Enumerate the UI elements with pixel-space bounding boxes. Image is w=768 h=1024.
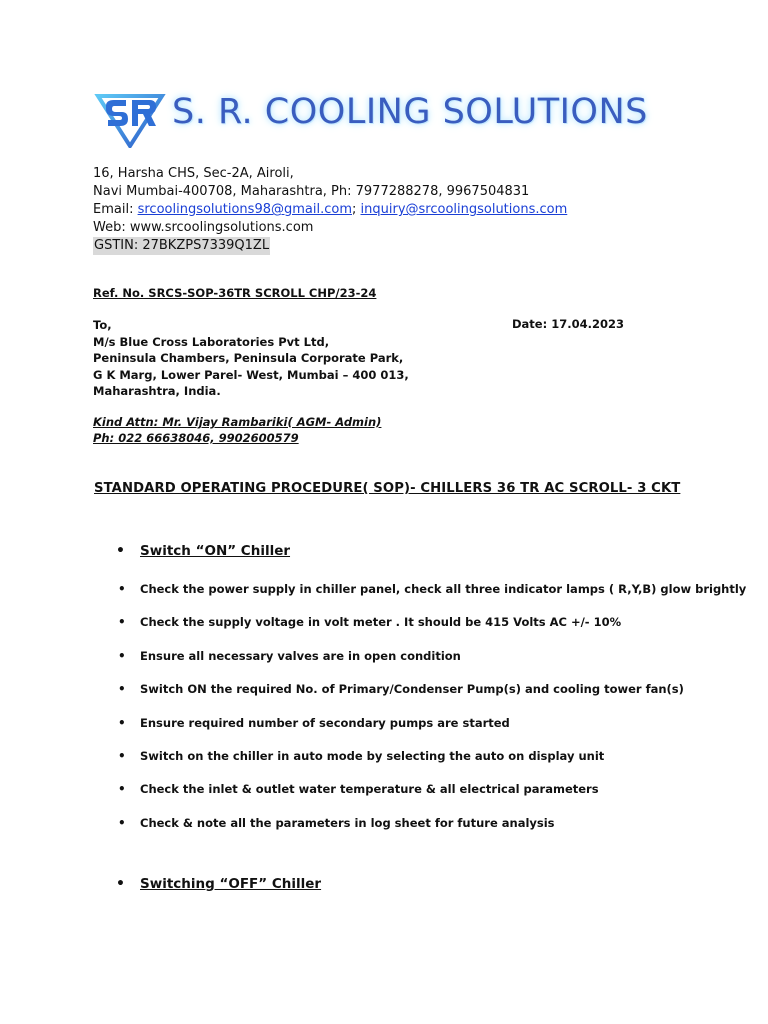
- company-logo: [92, 88, 648, 152]
- list-item: [118, 682, 746, 715]
- recipient-line-1: M/s Blue Cross Laboratories Pvt Ltd,: [93, 334, 330, 349]
- list-item: [118, 582, 746, 615]
- step-text: Switch on the chiller in auto mode by selecting the auto on display unit: [140, 748, 605, 763]
- gstin: GSTIN: 27BKZPS7339Q1ZL: [94, 238, 270, 253]
- recipient-line-4: Maharashtra, India.: [93, 384, 221, 399]
- attention-phone: Ph: 022 66638046, 9902600579: [93, 431, 299, 445]
- step-text: Check & note all the parameters in log sheet for future analysis: [140, 815, 555, 830]
- recipient-block: [93, 317, 409, 400]
- attention-block: [93, 414, 381, 446]
- email-link-2[interactable]: inquiry@srcoolingsolutions.com: [360, 202, 568, 217]
- company-address-block: [93, 165, 567, 255]
- to-label: To,: [93, 318, 112, 332]
- list-item: [118, 782, 746, 815]
- email-line: [93, 201, 567, 219]
- bullet-icon: •: [118, 748, 126, 763]
- email-label: Email:: [93, 202, 138, 217]
- document-date: Date: 17.04.2023: [512, 317, 624, 331]
- bullet-icon: •: [118, 648, 126, 663]
- step-text: Check the inlet & outlet water temperature & all electrical parameters: [140, 782, 599, 797]
- sr-emblem-icon: [92, 88, 168, 148]
- bullet-icon: •: [118, 815, 126, 830]
- bullet-icon: •: [118, 782, 126, 797]
- section-heading: Switch “ON” Chiller: [140, 543, 291, 559]
- list-item: [118, 749, 746, 782]
- section-switch-off: [116, 876, 321, 892]
- email-link-1[interactable]: srcoolingsolutions98@gmail.com: [137, 202, 352, 217]
- step-text: Check the supply voltage in volt meter . It should be 415 Volts AC +/- 10%: [140, 615, 622, 630]
- list-item: [118, 649, 746, 682]
- switch-on-steps-list: [118, 582, 746, 849]
- address-line-2: Navi Mumbai-400708, Maharashtra, Ph: 7977288278, 9967504831: [93, 184, 530, 199]
- section-switch-on: [116, 543, 290, 559]
- web-line: Web: www.srcoolingsolutions.com: [93, 220, 314, 235]
- step-text: Ensure required number of secondary pumps are started: [140, 715, 510, 730]
- bullet-icon: •: [118, 715, 126, 730]
- bullet-icon: •: [118, 682, 126, 697]
- reference-number: Ref. No. SRCS-SOP-36TR SCROLL CHP/23-24: [93, 286, 377, 300]
- company-name: S. R. COOLING SOLUTIONS: [172, 92, 648, 132]
- email-separator: ;: [352, 202, 361, 217]
- step-text: Ensure all necessary valves are in open condition: [140, 648, 461, 663]
- recipient-line-2: Peninsula Chambers, Peninsula Corporate Park,: [93, 351, 404, 366]
- list-item: [118, 716, 746, 749]
- bullet-icon: •: [118, 582, 126, 596]
- recipient-line-3: G K Marg, Lower Parel- West, Mumbai – 400 013,: [93, 367, 409, 382]
- bullet-icon: •: [116, 876, 125, 892]
- sop-title: STANDARD OPERATING PROCEDURE( SOP)- CHILLERS 36 TR AC SCROLL- 3 CKT: [94, 481, 681, 496]
- address-line-1: 16, Harsha CHS, Sec-2A, Airoli,: [93, 166, 294, 181]
- attention-name: Kind Attn: Mr. Vijay Rambariki( AGM- Admin): [93, 415, 382, 429]
- step-text: Switch ON the required No. of Primary/Condenser Pump(s) and cooling tower fan(s): [140, 682, 684, 697]
- list-item: [118, 816, 746, 849]
- bullet-icon: •: [118, 615, 126, 630]
- section-heading: Switching “OFF” Chiller: [140, 876, 322, 892]
- bullet-icon: •: [116, 543, 125, 559]
- list-item: [118, 615, 746, 648]
- step-text: Check the power supply in chiller panel, check all three indicator lamps ( R,Y,B) glow brightly: [140, 582, 747, 596]
